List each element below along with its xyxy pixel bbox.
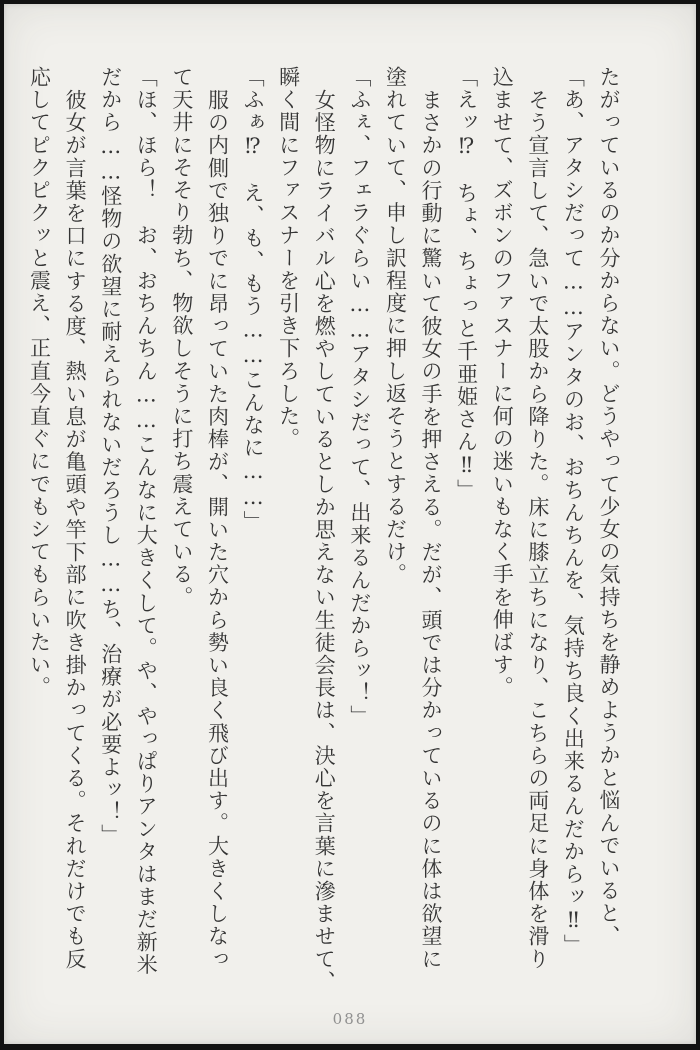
- narrative-line: 女怪物にライバル心を燃やしているとしか思えない生徒会長は、決心を言葉に滲ませて、: [312, 88, 337, 993]
- narrative-line: 塗れていて、申し訳程度に押し返そうとするだけ。: [383, 66, 408, 586]
- dialogue-line: 「ふぇ、フェラぐらい……アタシだって、出来るんだからッ！」: [347, 66, 372, 728]
- narrative-line: 込ませて、ズボンのファスナーに何の迷いもなく手を伸ばす。: [490, 66, 515, 699]
- narrative-line: 彼女が言葉を口にする度、熱い息が亀頭や竿下部に吹き掛かってくる。それだけでも反: [63, 88, 88, 970]
- narrative-line: だから……怪物の欲望に耐えられないだろうし……ち、治療が必要よッ！」: [98, 66, 123, 847]
- dialogue-line: 「ふぁ⁉ え、も、もう……こんなに……」: [241, 66, 266, 533]
- narrative-line: まさかの行動に驚いて彼女の手を押さえる。だが、頭では分かっているのに体は欲望に: [419, 88, 444, 970]
- page-number: 088: [332, 1010, 368, 1028]
- dialogue-line: 「あ、アタシだって……アンタのお、おちんちんを、気持ち良く出来るんだからッ‼」: [561, 66, 586, 957]
- narrative-line: て天井にそそり勃ち、物欲しそうに打ち震えている。: [169, 66, 194, 609]
- text-columns: [21, 66, 626, 993]
- dialogue-line: 「ほ、ほら！ お、おちんちん……こんなに大きくして。や、やっぱりアンタはまだ新米: [134, 66, 159, 976]
- narrative-line: 応してピクピクッと震え、正直今直ぐにでもシてもらいたい。: [27, 66, 52, 699]
- narrative-line: そう宣言して、急いで太股から降りた。床に膝立ちになり、こちらの両足に身体を滑り: [525, 88, 550, 970]
- dialogue-line: 「えッ⁉ ちょ、ちょっと千亜姫さん‼」: [454, 66, 479, 502]
- page-paper: [4, 4, 696, 1044]
- narrative-line: 瞬く間にファスナーを引き下ろした。: [276, 66, 301, 451]
- narrative-line: 服の内側で独りでに昂っていた肉棒が、開いた穴から勢い良く飛び出す。大きくしなっ: [205, 88, 230, 970]
- narrative-line: たがっているのか分からない。どうやって少女の気持ちを静めようかと悩んでいると、: [597, 66, 621, 948]
